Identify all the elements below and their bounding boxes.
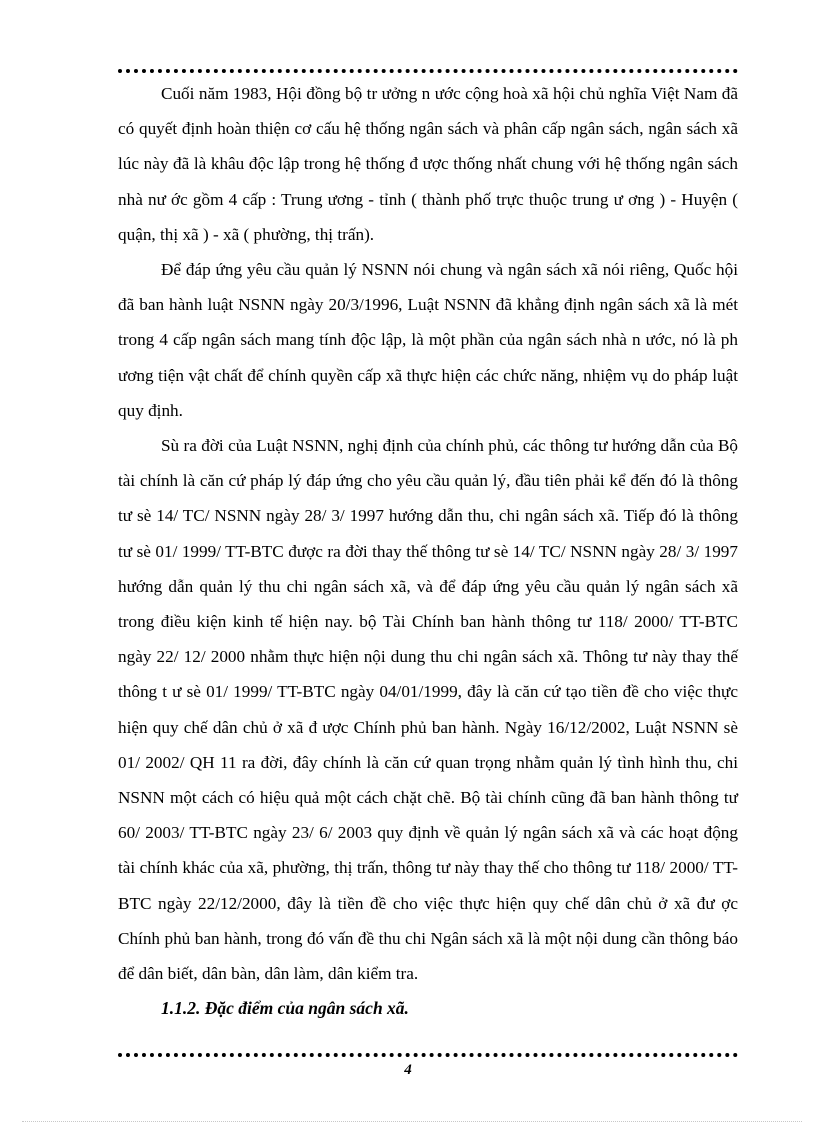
page-edge-rule: [22, 1121, 802, 1122]
page-number: 4: [404, 1062, 412, 1078]
section-heading: 1.1.2. Đặc điểm của ngân sách xã.: [161, 998, 409, 1019]
paragraph-1: Cuối năm 1983, Hội đồng bộ tr ưởng n ước cộng hoà xã hội chủ nghĩa Việt Nam đã có quyết định hoàn thiện cơ cấu hệ thống ngân sách và phân cấp ngân sách, ngân sách xã lúc này đã là khâu độc lập trong hệ thống đ ược thống nhất chung với hệ thống ngân sách nhà nư ớc gồm 4 cấp : Trung ương - tỉnh ( thành phố trực thuộc trung ư ơng ) - Huyện ( quận, thị xã ) - xã ( phường, thị trấn).: [118, 84, 738, 244]
paragraph-3: Sù ra đời của Luật NSNN, nghị định của chính phủ, các thông tư hướng dẫn của Bộ tài chính là căn cứ pháp lý đáp ứng cho yêu cầu quản lý, đầu tiên phải kể đến đó là thông tư sè 14/ TC/ NSNN ngày 28/ 3/ 1997 hướng dẫn thu, chi ngân sách xã. Tiếp đó là thông tư sè 01/ 1999/ TT-BTC được ra đời thay thế thông tư sè 14/ TC/ NSNN ngày 28/ 3/ 1997 hướng dẫn quản lý thu chi ngân sách xã, và để đáp ứng yêu cầu quản lý ngân sách xã trong điều kiện kinh tế hiện nay. bộ Tài Chính ban hành thông tư 118/ 2000/ TT-BTC ngày 22/ 12/ 2000 nhằm thực hiện nội dung thu chi ngân sách xã. Thông tư này thay thế thông t ư sè 01/ 1999/ TT-BTC ngày 04/01/1999, đây là căn cứ tạo tiền đề cho việc thực hiện quy chế dân chủ ở xã đ ược Chính phủ ban hành. Ngày 16/12/2002, Luật NSNN sè 01/ 2002/ QH 11 ra đời, đây chính là căn cứ quan trọng nhằm quản lý tình hình thu, chi NSNN một cách có hiệu quả một cách chặt chẽ. Bộ tài chính cũng đã ban hành thông tư 60/ 2003/ TT-BTC ngày 23/ 6/ 2003 quy định về quản lý ngân sách xã và các hoạt động tài chính khác của xã, phường, thị trấn, thông tư này thay thế cho thông tư 118/ 2000/ TT-BTC ngày 22/12/2000, đây là tiền đề cho việc thực hiện quy chế dân chủ ở xã đư ợc Chính phủ ban hành, trong đó vấn đề thu chi Ngân sách xã là một nội dung cần thông báo để dân biết, dân bàn, dân làm, dân kiểm tra.: [118, 436, 738, 984]
header-dotted-rule: [118, 69, 738, 73]
footer-dotted-rule: [118, 1053, 738, 1057]
body-text: [118, 76, 738, 1026]
paragraph-2: Để đáp ứng yêu cầu quản lý NSNN nói chung và ngân sách xã nói riêng, Quốc hội đã ban hành luật NSNN ngày 20/3/1996, Luật NSNN đã khẳng định ngân sách xã là mét trong 4 cấp ngân sách mang tính độc lập, là một phần của ngân sách nhà n ước, nó là ph ương tiện vật chất để chính quyền cấp xã thực hiện các chức năng, nhiệm vụ do pháp luật quy định.: [118, 260, 738, 420]
